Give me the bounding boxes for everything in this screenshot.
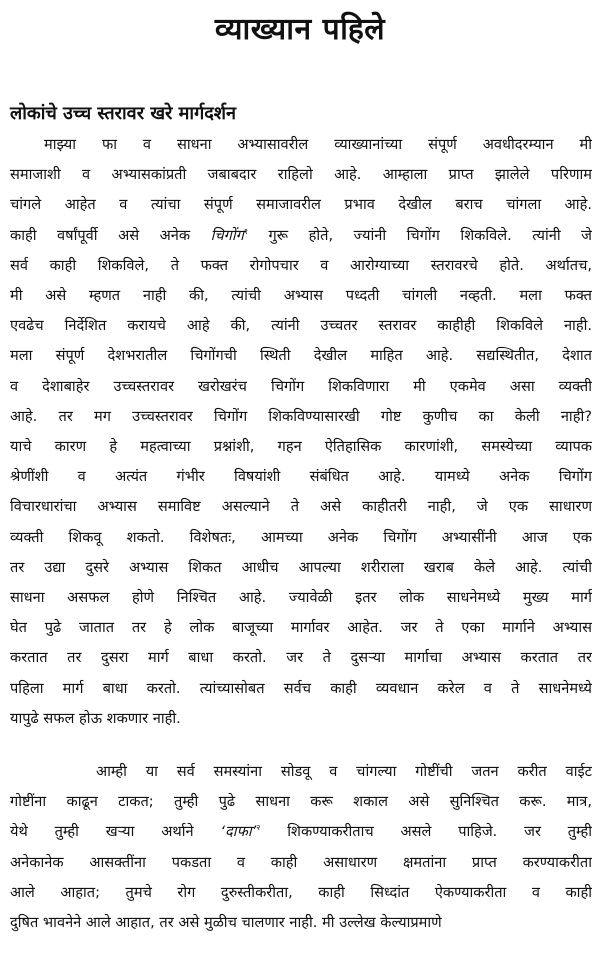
text-line: आम्ही या सर्व समस्यांना सोडवू व चांगल्या गोष्टींची जतन करीत वाईट	[96, 763, 592, 780]
text-line: यापुढे सफल होऊ शकणार नाही.	[10, 709, 181, 727]
chapter-title: व्याख्यान पहिले	[214, 12, 386, 47]
paragraph-1	[10, 130, 592, 734]
text-line: तर उद्या दुसरे अभ्यास शिकत आधीच आपल्या शरीराला खराब केले आहे. त्यांची	[10, 558, 592, 576]
text-line: सर्व काही शिकविले, ते फक्त रोगोपचार व आरोग्याच्या स्तरावरचे होते. अर्थातच,	[10, 256, 592, 274]
text-line: श्रेणींशी व अत्यंत गंभीर विषयांशी संबंधित आहे. यामध्ये अनेक चिगोंग	[10, 468, 592, 486]
text-line: आहे. तर मग उच्चस्तरावर चिगोंग शिकविण्यासारखी गोष्ट कुणीच का केली नाही?	[10, 407, 592, 425]
text-line: चांगले आहेत व त्यांचा संपूर्ण समाजावरील प्रभाव देखील बराच चांगला आहे.	[10, 196, 592, 214]
text-fragment: येथे तुम्ही खऱ्या अर्थाने	[10, 823, 221, 841]
text-line	[10, 221, 592, 251]
text-line: साधना असफल होणे निश्चित आहे. ज्यावेळी इतर लोक साधनेमध्ये मुख्य मार्ग	[10, 589, 592, 607]
text-fragment: काही वर्षांपूर्वी असे अनेक	[10, 226, 211, 244]
text-line: एवढेच निर्देशित करायचे आहे की, त्यांनी उच्चतर स्तरावर काहीही शिकविले नाही.	[10, 317, 592, 335]
text-line: मला संपूर्ण देशभरातील चिगोंगची स्थिती देखील माहित आहे. सद्यस्थितीत, देशात	[10, 347, 592, 365]
paragraph-2	[10, 757, 592, 938]
section-heading: लोकांचे उच्च स्तरावर खरे मार्गदर्शन	[10, 103, 237, 124]
text-line: व्यक्ती शिकवू शकतो. विशेषतः, आमच्या अनेक चिगोंग अभ्यासींनी आज एक	[10, 528, 592, 546]
footnote-marker: २	[256, 823, 261, 833]
text-line: अनेकानेक आसक्तींना पकडता व काही असाधारण क्षमतांना प्राप्त करण्याकरीता	[10, 853, 592, 871]
text-line: दुषित भावनेने आले आहात, तर असे मुळीच चालणार नाही. मी उल्लेख केल्याप्रमाणे	[10, 914, 442, 932]
text-fragment: शिकण्याकरीताच असले पाहिजे. जर तुम्ही	[260, 823, 592, 841]
text-line: घेत पुढे जातात तर हे लोक बाजूच्या मार्गावर आहेत. जर ते एका मार्गाने अभ्यास	[10, 619, 592, 637]
text-line: समाजाशी व अभ्यासकांप्रती जबाबदार राहिलो आहे. आम्हाला प्राप्त झालेले परिणाम	[10, 166, 592, 184]
footnote-marker: १	[243, 226, 249, 236]
text-fragment: गुरू होते, ज्यांनी चिगोंग शिकविले. त्यांनी जे	[248, 226, 592, 244]
emphasized-term: चिगोंग	[210, 226, 244, 244]
text-line: करतात तर दुसरा मार्ग बाधा करतो. जर ते दुसऱ्या मार्गाचा अभ्यास करतात तर	[10, 649, 592, 667]
text-line: माझ्या फा व साधना अभ्यासावरील व्याख्यानांच्या संपूर्ण अवधीदरम्यान मी	[44, 136, 592, 153]
text-line: गोष्टींना काढून टाकत; तुम्ही पुढे साधना करू शकाल असे सुनिश्चित करू. मात्र,	[10, 793, 592, 811]
text-line: याचे कारण हे महत्वाच्या प्रश्नांशी, गहन ऐतिहासिक कारणांशी, समस्येच्या व्यापक	[10, 438, 592, 456]
text-line: मी असे म्हणत नाही की, त्यांची अभ्यास पध्दती चांगली नव्हती. मला फक्त	[10, 287, 592, 305]
text-line: विचारधारांचा अभ्यास समाविष्ट असल्याने ते असे काहीतरी नाही, जे एक साधारण	[10, 498, 592, 516]
emphasized-term: ‘दाफा’	[220, 823, 257, 841]
text-line	[10, 817, 592, 847]
text-line: आले आहात; तुमचे रोग दुरुस्तीकरीता, काही सिध्दांत ऐकण्याकरीता व काही	[10, 883, 592, 901]
text-line: पहिला मार्ग बाधा करतो. त्यांच्यासोबत सर्वच काही व्यवधान करेल व ते साधनेमध्ये	[10, 679, 592, 697]
text-line: व देशाबाहेर उच्चस्तरावर खरोखरंच चिगोंग शिकविणारा मी एकमेव असा व्यक्ती	[10, 377, 592, 395]
